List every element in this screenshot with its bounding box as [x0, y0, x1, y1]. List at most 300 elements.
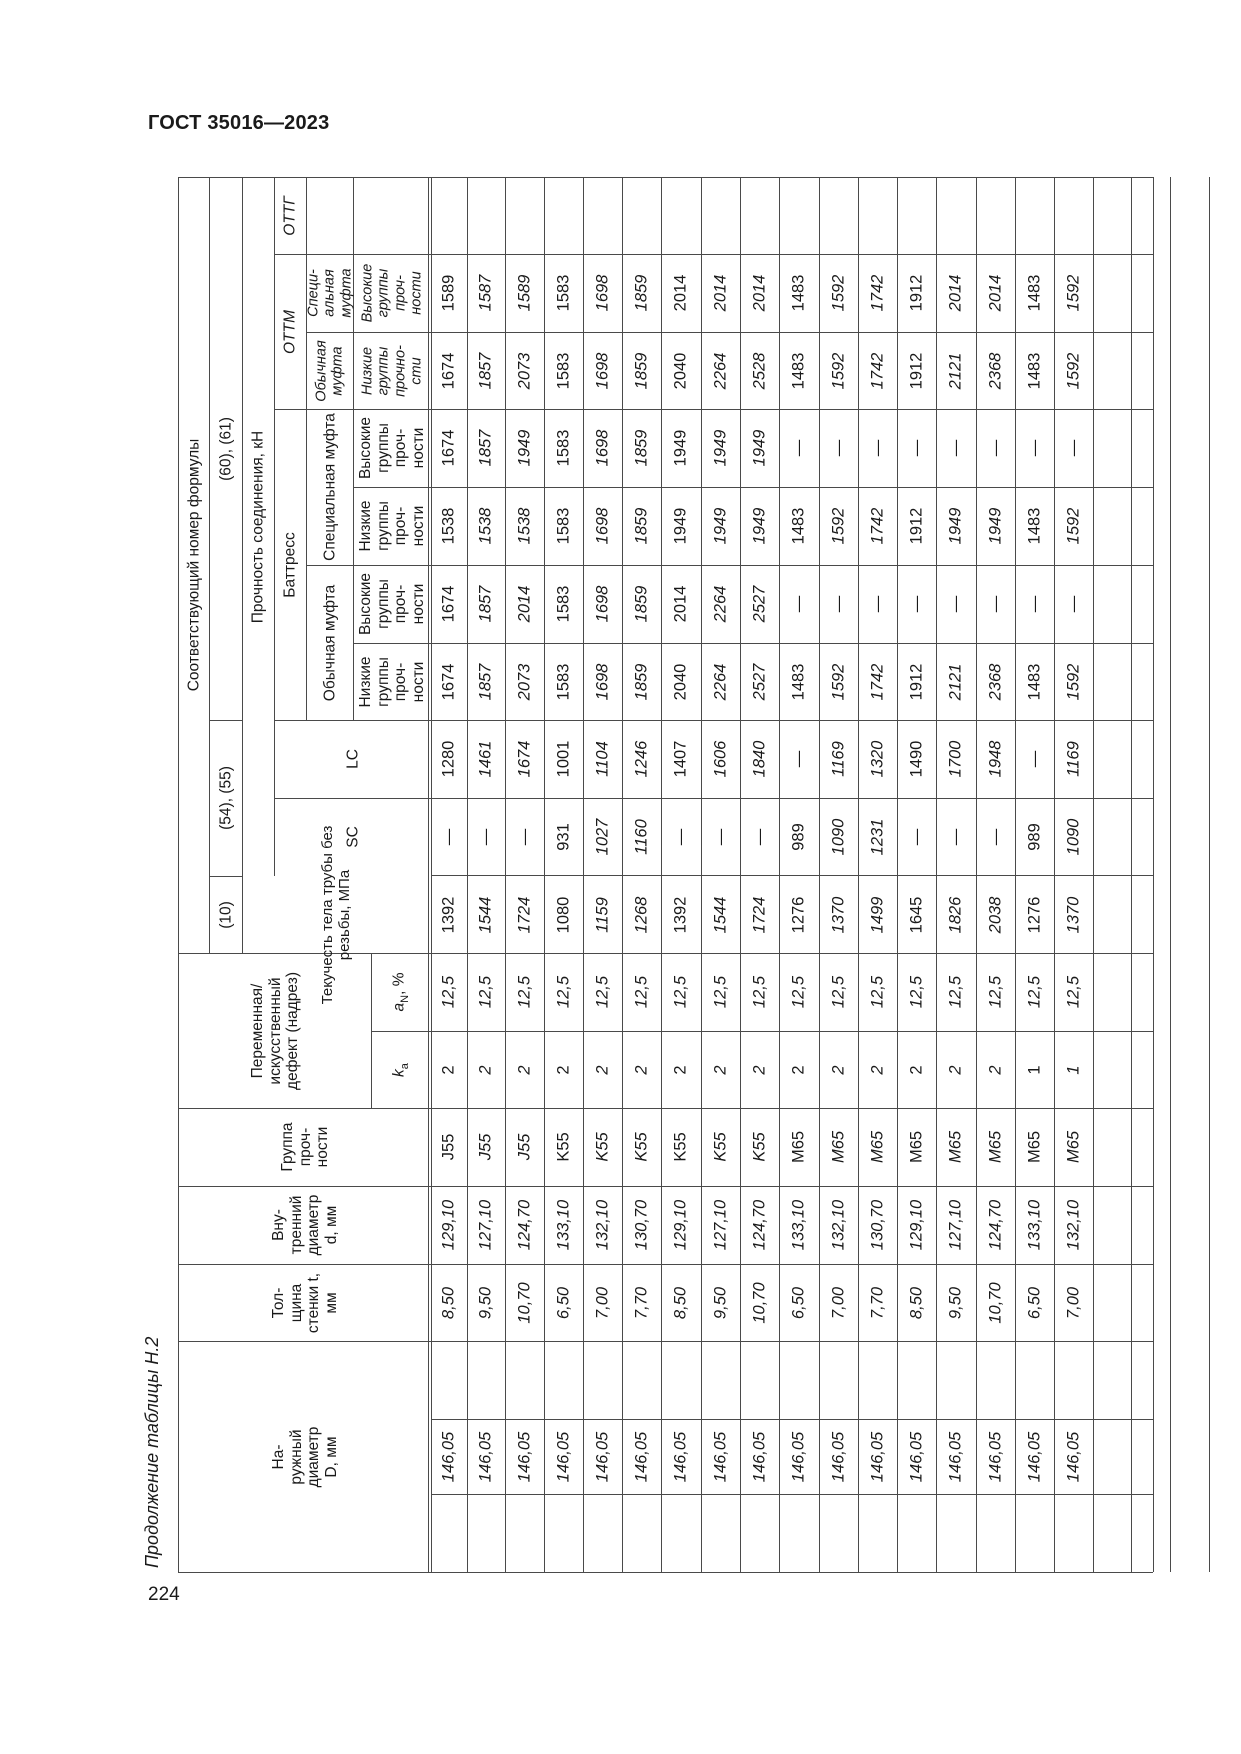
table-cell	[544, 876, 583, 953]
table-cell	[936, 487, 976, 565]
table-cell-text: 1589	[439, 274, 458, 312]
table-cell	[936, 332, 976, 409]
table-cell	[431, 1108, 467, 1186]
table-cell-text: 1742	[868, 663, 887, 700]
table-cell	[661, 1341, 701, 1572]
table-cell	[701, 720, 740, 798]
table-cell-text: 2	[750, 1064, 769, 1075]
table-cell	[936, 1264, 976, 1341]
table-cell-text: 8,50	[439, 1286, 458, 1319]
table-cell	[622, 798, 661, 876]
table-cell-text: 1700	[946, 740, 965, 778]
header-yield-text: Текучесть тела трубы без резьбы, МПа	[318, 825, 353, 1004]
table-cell-text: —	[829, 439, 848, 457]
header-strength-grade	[178, 1108, 431, 1186]
table-cell	[819, 487, 858, 565]
table-cell-text: 1483	[1025, 663, 1044, 700]
table-cell-text: 146,05	[671, 1431, 690, 1482]
table-cell-text: 133,10	[1025, 1199, 1044, 1251]
table-cell	[1054, 953, 1093, 1031]
table-cell	[819, 1186, 858, 1264]
table-cell	[661, 1186, 701, 1264]
table-cell-text: 1698	[593, 429, 612, 467]
table-cell-text: 1949	[986, 507, 1005, 545]
table-cell-text: 1949	[515, 429, 534, 467]
table-cell	[858, 565, 897, 643]
table-cell-text: 2014	[515, 585, 534, 623]
table-cell-text: 2264	[711, 585, 730, 623]
table-cell-text: 1	[1064, 1064, 1083, 1075]
table-cell-text: —	[907, 595, 926, 613]
table-cell	[976, 720, 1015, 798]
table-cell-text: 2	[986, 1064, 1005, 1075]
table-cell-text: —	[986, 439, 1005, 457]
table-cell-text: 2527	[750, 663, 769, 700]
table-cell-text: K55	[750, 1132, 769, 1162]
table-cell-text: 1859	[632, 274, 651, 312]
table-cell-text: 2040	[671, 352, 690, 389]
table-cell	[976, 565, 1015, 643]
table-cell-text: 1949	[946, 507, 965, 545]
table-cell	[858, 953, 897, 1031]
table-cell-text: —	[907, 439, 926, 457]
table-cell-text: 1483	[789, 507, 808, 545]
table-cell-text: 146,05	[750, 1431, 769, 1482]
table-cell	[505, 487, 544, 565]
table-cell	[936, 798, 976, 876]
table-cell-text: —	[789, 439, 808, 457]
table-cell-text: 2527	[750, 585, 769, 623]
table-cell	[740, 1264, 779, 1341]
table-cell	[661, 720, 701, 798]
table-cell-text: 146,05	[711, 1431, 730, 1482]
table-cell-text: 12,5	[789, 975, 808, 1009]
table-cell	[701, 409, 740, 487]
table-cell-text: 1592	[829, 352, 848, 389]
table-cell	[622, 1186, 661, 1264]
table-cell-text: 1589	[515, 274, 534, 312]
table-cell	[819, 643, 858, 720]
table-cell-text: 146,05	[476, 1431, 495, 1482]
header-sc-text: SC	[343, 826, 361, 848]
table-cell-text: 1169	[829, 741, 848, 777]
header-ottg	[274, 177, 306, 254]
table-cell	[505, 876, 544, 953]
table-cell	[858, 798, 897, 876]
table-cell-text: 1583	[554, 429, 573, 467]
table-cell	[544, 798, 583, 876]
table-cell	[740, 1031, 779, 1108]
header-wall-thickness-text: Тол- щина стенки t, мм	[269, 1272, 339, 1333]
table-cell	[583, 487, 622, 565]
table-cell	[897, 1186, 936, 1264]
table-cell-text: 1169	[1064, 741, 1083, 777]
table-cell	[701, 1108, 740, 1186]
table-cell-text: 146,05	[1025, 1431, 1044, 1482]
table-cell-text: 1090	[1064, 818, 1083, 856]
table-cell	[1015, 798, 1054, 876]
table-cell-text: 8,50	[907, 1286, 926, 1319]
table-cell-text: 9,50	[946, 1286, 965, 1319]
table-cell	[431, 1186, 467, 1264]
table-cell	[583, 409, 622, 487]
table-cell	[779, 1108, 819, 1186]
table-cell-text: 2264	[711, 663, 730, 700]
table-cell-text: 146,05	[829, 1431, 848, 1482]
table-cell-text: 124,70	[515, 1199, 534, 1251]
table-cell	[740, 1341, 779, 1572]
table-cell	[936, 254, 976, 332]
table-cell-text: 2	[554, 1064, 573, 1075]
table-cell	[505, 1108, 544, 1186]
table-cell	[976, 332, 1015, 409]
table-cell	[858, 1264, 897, 1341]
table-cell-text: 1698	[593, 507, 612, 545]
table-cell	[858, 254, 897, 332]
header-inner-diameter	[178, 1186, 431, 1264]
table-cell-text: 1583	[554, 274, 573, 312]
table-cell-text: 1859	[632, 585, 651, 623]
table-cell-text: 8,50	[671, 1286, 690, 1319]
table-cell-text: 132,10	[829, 1199, 848, 1251]
table-cell-text: 12,5	[554, 975, 573, 1009]
table-cell	[936, 876, 976, 953]
table-cell	[897, 1108, 936, 1186]
header-ottm	[274, 254, 306, 409]
table-cell-text: 1499	[868, 896, 887, 933]
table-cell	[701, 643, 740, 720]
header-ottm-special	[306, 254, 353, 332]
header-ottm-high	[353, 254, 431, 332]
table-cell	[976, 876, 1015, 953]
table-cell	[505, 254, 544, 332]
header-an-part: N	[398, 994, 411, 1003]
table-cell	[701, 565, 740, 643]
grid-line	[274, 720, 431, 721]
table-cell-text: M65	[868, 1130, 887, 1164]
table-cell	[819, 1108, 858, 1186]
table-cell	[897, 1031, 936, 1108]
table-cell-text: 1483	[1025, 352, 1044, 389]
table-cell-text: 1674	[515, 740, 534, 778]
table-cell	[583, 332, 622, 409]
table-cell	[897, 332, 936, 409]
table-cell	[976, 953, 1015, 1031]
table-cell-text: M65	[789, 1130, 808, 1164]
table-cell	[740, 1186, 779, 1264]
table-cell	[976, 1108, 1015, 1186]
table-cell-text: 1231	[868, 818, 887, 856]
table-cell	[661, 876, 701, 953]
table-cell-text: 1583	[554, 352, 573, 389]
table-cell-text: 1840	[750, 740, 769, 778]
table-cell-text: 1592	[1064, 507, 1083, 545]
document-code: ГОСТ 35016—2023	[148, 112, 330, 134]
table-cell	[544, 254, 583, 332]
table-cell	[622, 643, 661, 720]
table-cell	[583, 953, 622, 1031]
table-cell-text: 1587	[476, 274, 495, 312]
table-cell-text: 1370	[829, 896, 848, 933]
table-cell	[544, 953, 583, 1031]
header-an-text	[391, 973, 412, 1012]
table-cell-text: 6,50	[554, 1286, 573, 1319]
table-cell	[701, 953, 740, 1031]
grid-line	[178, 1572, 1153, 1573]
header-formula-10-text: (10)	[216, 900, 234, 929]
grid-line	[1170, 177, 1171, 1572]
table-cell-text: 1483	[789, 274, 808, 312]
header-ottm-low	[353, 332, 431, 409]
table-cell-text: 146,05	[907, 1431, 926, 1482]
table-cell	[858, 1341, 897, 1572]
table-cell	[583, 1186, 622, 1264]
table-cell	[701, 1264, 740, 1341]
header-formula-10	[209, 876, 242, 953]
table-cell-text: 2	[907, 1064, 926, 1075]
table-cell-text: 146,05	[632, 1431, 651, 1482]
table-cell	[431, 487, 467, 565]
table-cell-text: 1674	[439, 352, 458, 389]
table-cell	[661, 332, 701, 409]
table-cell	[1015, 409, 1054, 487]
table-cell	[583, 1031, 622, 1108]
table-cell-text: 1246	[632, 740, 651, 778]
table-cell-text: 2	[593, 1064, 612, 1075]
table-cell	[622, 876, 661, 953]
table-cell-text: 12,5	[986, 975, 1005, 1009]
table-cell-text: 1698	[593, 274, 612, 312]
table-cell-text: 12,5	[711, 975, 730, 1009]
table-cell	[779, 409, 819, 487]
table-cell-text: 2	[711, 1064, 730, 1075]
table-cell-text: 2	[946, 1064, 965, 1075]
table-cell-text: —	[789, 595, 808, 613]
table-cell-text: 1483	[1025, 507, 1044, 545]
table-cell	[467, 1108, 505, 1186]
table-cell-text: 2528	[750, 352, 769, 389]
table-cell-text: 1859	[632, 352, 651, 389]
table-cell-text: 1857	[476, 585, 495, 623]
table-cell-text: 127,10	[476, 1199, 495, 1251]
table-cell-text: 12,5	[1064, 975, 1083, 1009]
table-cell	[661, 1264, 701, 1341]
table-cell-text: 1674	[439, 663, 458, 700]
table-cell-text: 12,5	[829, 975, 848, 1009]
table-cell-text: 127,10	[946, 1199, 965, 1251]
table-cell-text: 1912	[907, 663, 926, 700]
table-cell	[622, 1108, 661, 1186]
table-cell	[1015, 1108, 1054, 1186]
table-cell-text: 2	[671, 1064, 690, 1075]
table-cell-text: 1949	[711, 429, 730, 467]
table-cell-text: —	[986, 828, 1005, 846]
table-cell	[467, 720, 505, 798]
table-cell-text: 1407	[671, 740, 690, 778]
table-cell-text: 1949	[750, 429, 769, 467]
table-cell-text: —	[868, 595, 887, 613]
table-cell-text: 1090	[829, 818, 848, 856]
table-cell-text: 1483	[1025, 274, 1044, 312]
table-cell-text: K55	[711, 1132, 730, 1162]
table-cell-text: 2	[789, 1064, 808, 1075]
table-cell	[622, 953, 661, 1031]
table-cell-text: J55	[439, 1133, 458, 1161]
table-cell-text: 129,10	[907, 1199, 926, 1251]
table-cell	[976, 1031, 1015, 1108]
table-cell-text: 132,10	[593, 1199, 612, 1251]
table-cell	[1015, 1031, 1054, 1108]
header-wall-thickness	[178, 1264, 431, 1341]
table-cell	[1054, 720, 1093, 798]
table-cell	[779, 876, 819, 953]
table-cell	[431, 1341, 467, 1572]
table-cell-text: 1483	[789, 352, 808, 389]
table-cell	[740, 254, 779, 332]
table-cell-text: M65	[907, 1130, 926, 1164]
table-cell-text: —	[1025, 595, 1044, 613]
table-cell	[1015, 876, 1054, 953]
table-cell	[505, 1186, 544, 1264]
table-cell	[858, 332, 897, 409]
table-cell-text: —	[986, 595, 1005, 613]
table-cell-text: 2264	[711, 352, 730, 389]
table-cell-text: 2368	[986, 352, 1005, 389]
table-cell-text: 989	[1025, 823, 1044, 851]
table-cell	[740, 487, 779, 565]
table-cell	[544, 332, 583, 409]
header-ottm-regular-text: Обычная муфта	[313, 339, 346, 402]
table-cell	[1054, 565, 1093, 643]
table-cell-text: 2	[439, 1064, 458, 1075]
table-cell	[740, 332, 779, 409]
table-cell	[701, 876, 740, 953]
table-cell-text: 2014	[750, 274, 769, 312]
table-cell-text: 2121	[946, 352, 965, 389]
table-cell-text: 7,70	[868, 1286, 887, 1319]
table-cell-text: 1949	[750, 507, 769, 545]
table-cell	[1054, 643, 1093, 720]
table-cell-text: 1592	[829, 507, 848, 545]
header-defect-text: Переменная/ искусственный дефект (надрез)	[248, 971, 301, 1090]
table-cell-text: 1490	[907, 740, 926, 778]
table-cell-text: 12,5	[868, 975, 887, 1009]
table-cell	[505, 332, 544, 409]
table-cell	[897, 953, 936, 1031]
table-cell	[897, 409, 936, 487]
table-cell	[1054, 798, 1093, 876]
table-cell-text: —	[476, 828, 495, 846]
table-cell	[976, 798, 1015, 876]
table-cell	[976, 487, 1015, 565]
table-cell	[467, 1264, 505, 1341]
table-cell	[467, 643, 505, 720]
table-cell-text: 1742	[868, 274, 887, 312]
table-cell	[897, 798, 936, 876]
table-cell-text: 1859	[632, 507, 651, 545]
header-formula-60-61-text: (60), (61)	[216, 416, 234, 481]
table-cell	[583, 1341, 622, 1572]
table-cell	[622, 565, 661, 643]
table-cell-text: 1742	[868, 507, 887, 545]
table-cell-text: 1	[1025, 1064, 1044, 1075]
table-cell	[505, 1264, 544, 1341]
table-cell	[779, 254, 819, 332]
table-cell	[544, 487, 583, 565]
table-cell-text: 124,70	[750, 1199, 769, 1251]
table-cell-text: 1645	[907, 896, 926, 933]
table-cell	[858, 409, 897, 487]
table-cell-text: 124,70	[986, 1199, 1005, 1251]
table-cell	[622, 1031, 661, 1108]
table-cell-text: 1370	[1064, 896, 1083, 933]
table-cell	[467, 565, 505, 643]
table-cell-text: 146,05	[986, 1431, 1005, 1482]
table-cell-text: 146,05	[593, 1431, 612, 1482]
header-an-part: a	[390, 1002, 408, 1012]
table-cell-text: 1483	[789, 663, 808, 700]
table-cell	[740, 409, 779, 487]
table-cell-text: —	[1064, 595, 1083, 613]
table-cell-text: 12,5	[476, 975, 495, 1009]
table-cell	[1054, 409, 1093, 487]
table-cell-text: —	[750, 828, 769, 846]
table-cell-text: 2	[868, 1064, 887, 1075]
table-cell	[779, 1186, 819, 1264]
header-b-reg-low	[353, 643, 431, 720]
header-ka-text	[391, 1063, 412, 1077]
table-cell	[544, 565, 583, 643]
table-cell-text: 1912	[907, 274, 926, 312]
table-cell-text: K55	[671, 1132, 690, 1162]
header-ottg-text: ОТТГ	[281, 195, 299, 236]
table-cell	[467, 254, 505, 332]
table-cell	[505, 1031, 544, 1108]
table-cell-text: 1276	[1025, 896, 1044, 933]
table-cell	[976, 1341, 1015, 1572]
table-cell-text: 1698	[593, 663, 612, 700]
table-cell	[858, 720, 897, 798]
table-cell	[544, 1264, 583, 1341]
table-cell-text: —	[515, 828, 534, 846]
table-cell-text: 9,50	[476, 1286, 495, 1319]
header-buttress-regular-text: Обычная муфта	[320, 584, 338, 701]
table-cell	[936, 953, 976, 1031]
header-buttress	[274, 409, 306, 720]
table-cell-text: 6,50	[1025, 1286, 1044, 1319]
table-cell	[544, 720, 583, 798]
table-cell-text: 1583	[554, 507, 573, 545]
table-cell-text: 2121	[946, 663, 965, 700]
table-cell	[701, 254, 740, 332]
table-cell	[976, 1186, 1015, 1264]
table-cell	[622, 720, 661, 798]
table-cell-text: K55	[554, 1132, 573, 1162]
table-cell	[431, 254, 467, 332]
table-cell	[1015, 1341, 1054, 1572]
table-cell-text: 1159	[593, 896, 612, 933]
table-cell	[431, 332, 467, 409]
table-cell	[701, 1031, 740, 1108]
table-cell-text: 2073	[515, 352, 534, 389]
table-cell-text: 7,00	[829, 1286, 848, 1319]
table-cell-text: 130,70	[868, 1199, 887, 1251]
table-cell-text: 1742	[868, 352, 887, 389]
table-cell	[858, 1108, 897, 1186]
table-cell-text: —	[1025, 750, 1044, 768]
table-cell	[431, 643, 467, 720]
table-cell-text: M65	[1025, 1130, 1044, 1164]
